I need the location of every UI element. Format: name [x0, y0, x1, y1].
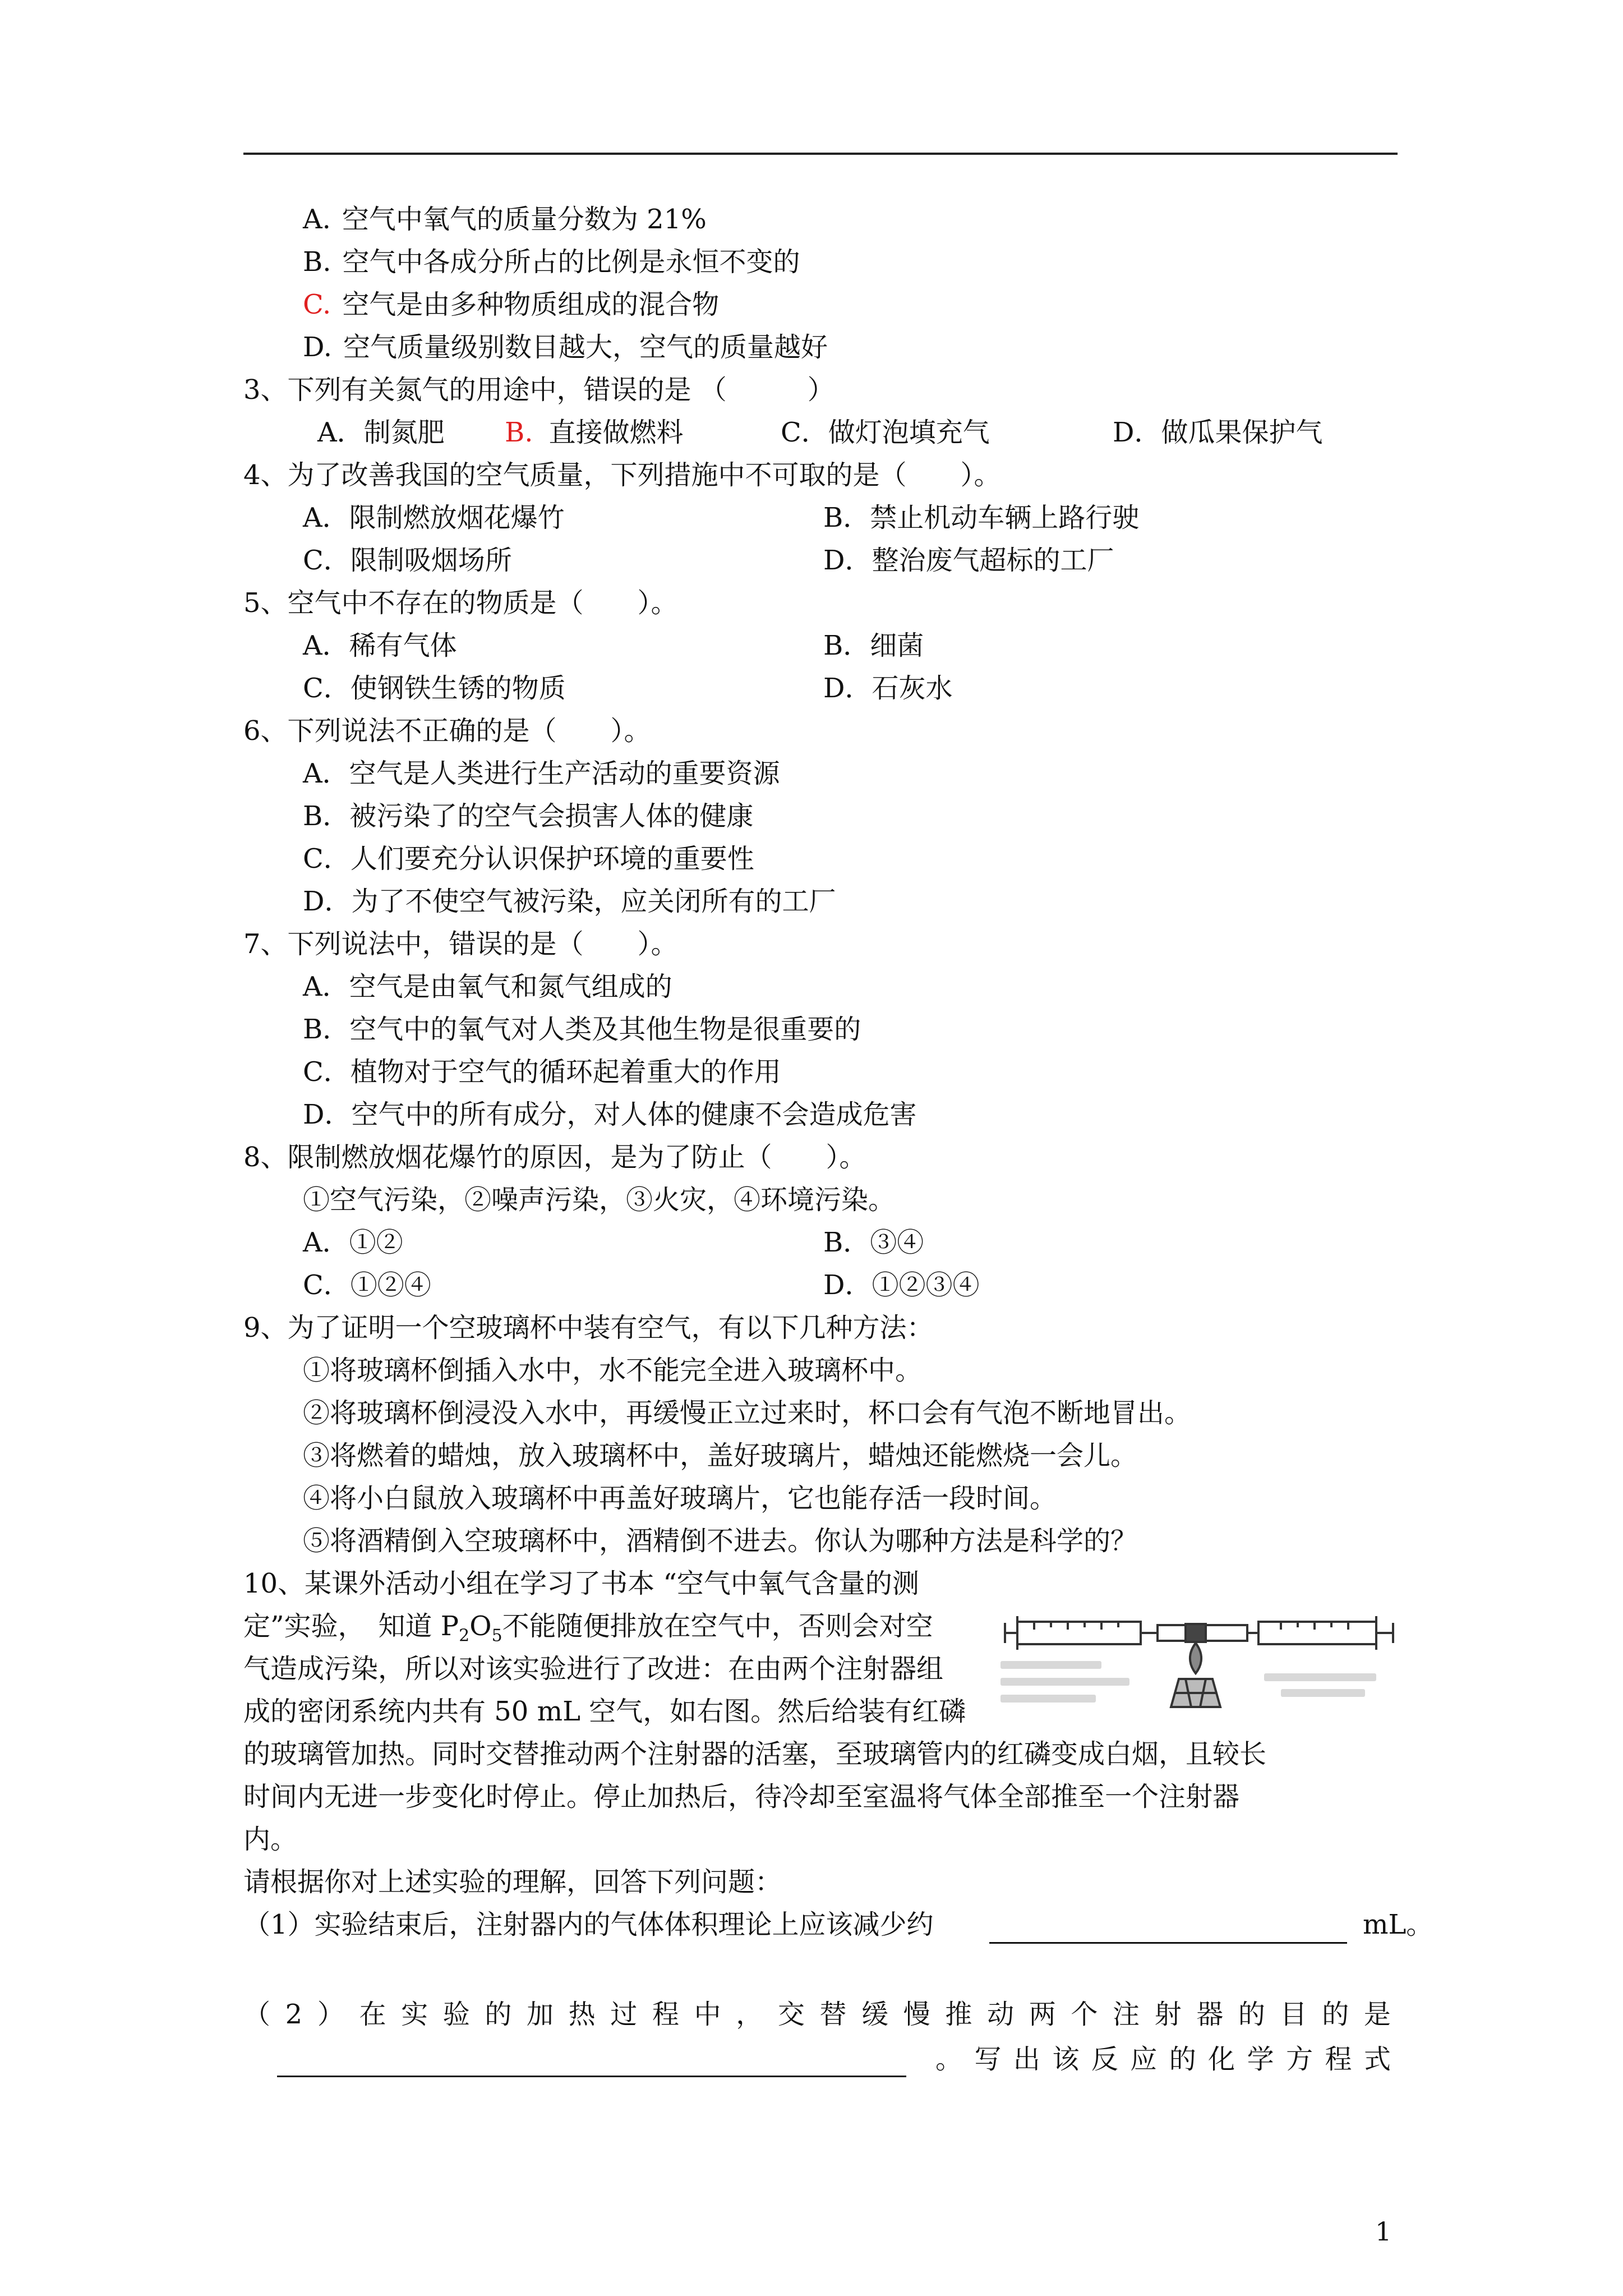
q6-option-d: D．为了不使空气被污染，应关闭所有的工厂 — [303, 886, 836, 917]
q10-part-2-char: 替 — [819, 1999, 847, 2030]
q10-part-2-tail-char: 程 — [1325, 2044, 1352, 2075]
q10-part-2-tail-char: 化 — [1208, 2044, 1235, 2075]
q10-part-2-char: ， — [736, 1999, 763, 2030]
q3-option-a: A．制氮肥 — [317, 417, 445, 448]
q8-list: ①空气污染，②噪声污染，③火灾，④环境污染。 — [303, 1184, 896, 1216]
q5-option-d: D．石灰水 — [823, 673, 953, 704]
q2-option-d: D. 空气质量级别数目越大，空气的质量越好 — [303, 332, 828, 363]
q10-part-2-char: 验 — [442, 1999, 470, 2030]
q7-option-a: A．空气是由氧气和氮气组成的 — [303, 971, 672, 1002]
q10-part-2-char: 交 — [777, 1999, 805, 2030]
q10-line-7: 内。 — [243, 1824, 298, 1855]
q10-part-1: （1）实验结束后，注射器内的气体体积理论上应该减少约 — [243, 1909, 934, 1940]
q10-part-2-char: 过 — [610, 1999, 638, 2030]
q10-part-2-tail-char: 式 — [1363, 2044, 1391, 2075]
q10-line-5: 的玻璃管加热。同时交替推动两个注射器的活塞，至玻璃管内的红磷变成白烟，且较长 — [243, 1738, 1267, 1770]
q10-line-2: 定”实验， 知道 $P_2O_5$不能随便排放在空气中，否则会对空 — [243, 1611, 933, 1646]
q10-part-2-line — [243, 1997, 1391, 2032]
q8-option-c: C．①②④ — [303, 1269, 431, 1301]
q4-option-a: A．限制燃放烟花爆竹 — [303, 502, 565, 533]
q7-option-c: C．植物对于空气的循环起着重大的作用 — [303, 1056, 781, 1088]
q10-line-3: 气造成污染，所以对该实验进行了改进：在由两个注射器组 — [243, 1653, 944, 1685]
header-rule — [243, 153, 1398, 155]
q3-option-b-letter: B. — [505, 417, 533, 448]
q10-part-2-char: 注 — [1112, 1999, 1140, 2030]
q3-stem: 3、下列有关氮气的用途中，错误的是 （ ） — [243, 374, 834, 406]
q10-part-2-char: 在 — [359, 1999, 386, 2030]
q9-method-5: ⑤将酒精倒入空玻璃杯中，酒精倒不进去。你认为哪种方法是科学的？ — [303, 1525, 1138, 1557]
q5-stem: 5、空气中不存在的物质是（ ）。 — [243, 587, 678, 619]
q10-part-2-char: ） — [317, 1999, 344, 2030]
q10-part-2-char: 热 — [568, 1999, 596, 2030]
q2-option-c-letter: C. — [303, 289, 331, 320]
q10-part-2-char: 是 — [1363, 1999, 1391, 2030]
q3-option-c: C．做灯泡填充气 — [781, 417, 990, 448]
q6-option-b: B．被污染了的空气会损害人体的健康 — [303, 800, 754, 832]
q10-part-2-char: 器 — [1196, 1999, 1224, 2030]
q10-line-4: 成的密闭系统内共有 50 mL 空气，如右图。然后给装有红磷 — [243, 1696, 966, 1727]
page-number: 1 — [1375, 2216, 1392, 2247]
q10-part-2-char: （ — [243, 1999, 271, 2030]
q9-method-3: ③将燃着的蜡烛，放入玻璃杯中，盖好玻璃片，蜡烛还能燃烧一会儿。 — [303, 1440, 1138, 1471]
q2-option-b: B. 空气中各成分所占的比例是永恒不变的 — [303, 246, 800, 278]
q10-part-2-tail-char: 方 — [1286, 2044, 1313, 2075]
q4-option-b: B．禁止机动车辆上路行驶 — [823, 502, 1140, 533]
q10-part-2-char: 动 — [987, 1999, 1015, 2030]
q10-part-2-tail-char: 学 — [1247, 2044, 1274, 2075]
q5-option-c: C．使钢铁生锈的物质 — [303, 673, 566, 704]
q10-line-6: 时间内无进一步变化时停止。停止加热后，待冷却至室温将气体全部推至一个注射器 — [243, 1781, 1240, 1812]
q7-option-b: B．空气中的氧气对人类及其他生物是很重要的 — [303, 1014, 861, 1045]
q10-part-2-char: 2 — [285, 1999, 303, 2030]
q10-part-2-char: 中 — [694, 1999, 721, 2030]
q10-part-2-answer-blank[interactable] — [277, 2076, 906, 2077]
q6-stem: 6、下列说法不正确的是（ ）。 — [243, 715, 651, 747]
q2-option-c: C. 空气是由多种物质组成的混合物 — [303, 289, 720, 320]
q10-part-2-tail-char: 该 — [1052, 2044, 1080, 2075]
q4-option-c: C．限制吸烟场所 — [303, 545, 512, 576]
q10-part-1-answer-blank[interactable] — [989, 1942, 1347, 1944]
q10-part-2-char: 的 — [1322, 1999, 1349, 2030]
q6-option-a: A．空气是人类进行生产活动的重要资源 — [303, 758, 780, 789]
q10-part-2-tail-char: 反 — [1091, 2044, 1118, 2075]
q10-part-2-tail-char: 的 — [1169, 2044, 1196, 2075]
q10-part-2-char: 加 — [527, 1999, 554, 2030]
q10-part-2-char: 目 — [1280, 1999, 1307, 2030]
q10-part-2-char: 的 — [485, 1999, 512, 2030]
q10-part-2-char: 慢 — [903, 1999, 930, 2030]
q10-part-2-char: 推 — [945, 1999, 972, 2030]
q8-option-d: D．①②③④ — [823, 1269, 980, 1301]
syringe-apparatus-figure — [1000, 1589, 1403, 1746]
q6-option-c: C．人们要充分认识保护环境的重要性 — [303, 843, 754, 875]
q8-option-a: A．①② — [303, 1227, 403, 1258]
q4-option-d: D．整治废气超标的工厂 — [823, 545, 1114, 576]
q10-part-2-char: 的 — [1238, 1999, 1265, 2030]
q9-method-4: ④将小白鼠放入玻璃杯中再盖好玻璃片，它也能存活一段时间。 — [303, 1483, 1057, 1514]
q10-part-2-tail-char: 。 — [935, 2044, 963, 2075]
q9-method-2: ②将玻璃杯倒浸没入水中，再缓慢正立过来时，杯口会有气泡不断地冒出。 — [303, 1397, 1192, 1429]
q10-part-2-char: 程 — [652, 1999, 679, 2030]
q2-option-a: A. 空气中氧气的质量分数为 21% — [303, 204, 707, 235]
q10-line-1: 10、某课外活动小组在学习了书本 “空气中氧气含量的测 — [243, 1568, 919, 1599]
q9-method-1: ①将玻璃杯倒插入水中，水不能完全进入玻璃杯中。 — [303, 1355, 923, 1386]
q3-option-d: D．做瓜果保护气 — [1113, 417, 1323, 448]
q10-part-2-tail-char: 应 — [1130, 2044, 1158, 2075]
q10-part-2-tail-char: 写 — [974, 2044, 1002, 2075]
q10-part-2-tail — [935, 2042, 1391, 2077]
q8-stem: 8、限制燃放烟花爆竹的原因，是为了防止（ ）。 — [243, 1142, 866, 1173]
q10-part-2-char: 两 — [1029, 1999, 1056, 2030]
q10-part-2-tail-char: 出 — [1013, 2044, 1040, 2075]
q10-line-8: 请根据你对上述实验的理解，回答下列问题： — [243, 1866, 782, 1898]
q10-part-2-char: 缓 — [861, 1999, 889, 2030]
q8-option-b: B．③④ — [823, 1227, 924, 1258]
q4-stem: 4、为了改善我国的空气质量，下列措施中不可取的是（ ）。 — [243, 459, 1001, 491]
q7-stem: 7、下列说法中，错误的是（ ）。 — [243, 928, 678, 960]
q5-option-a: A．稀有气体 — [303, 630, 457, 661]
q10-part-2-char: 实 — [401, 1999, 428, 2030]
q10-part-2-char: 个 — [1071, 1999, 1098, 2030]
q3-option-b: B. 直接做燃料 — [505, 417, 684, 448]
q10-part-1-unit: mL。 — [1363, 1909, 1433, 1940]
q7-option-d: D．空气中的所有成分，对人体的健康不会造成危害 — [303, 1099, 917, 1130]
q5-option-b: B．细菌 — [823, 630, 924, 661]
q10-part-2-char: 射 — [1154, 1999, 1182, 2030]
q9-stem: 9、为了证明一个空玻璃杯中装有空气，有以下几种方法： — [243, 1312, 934, 1343]
